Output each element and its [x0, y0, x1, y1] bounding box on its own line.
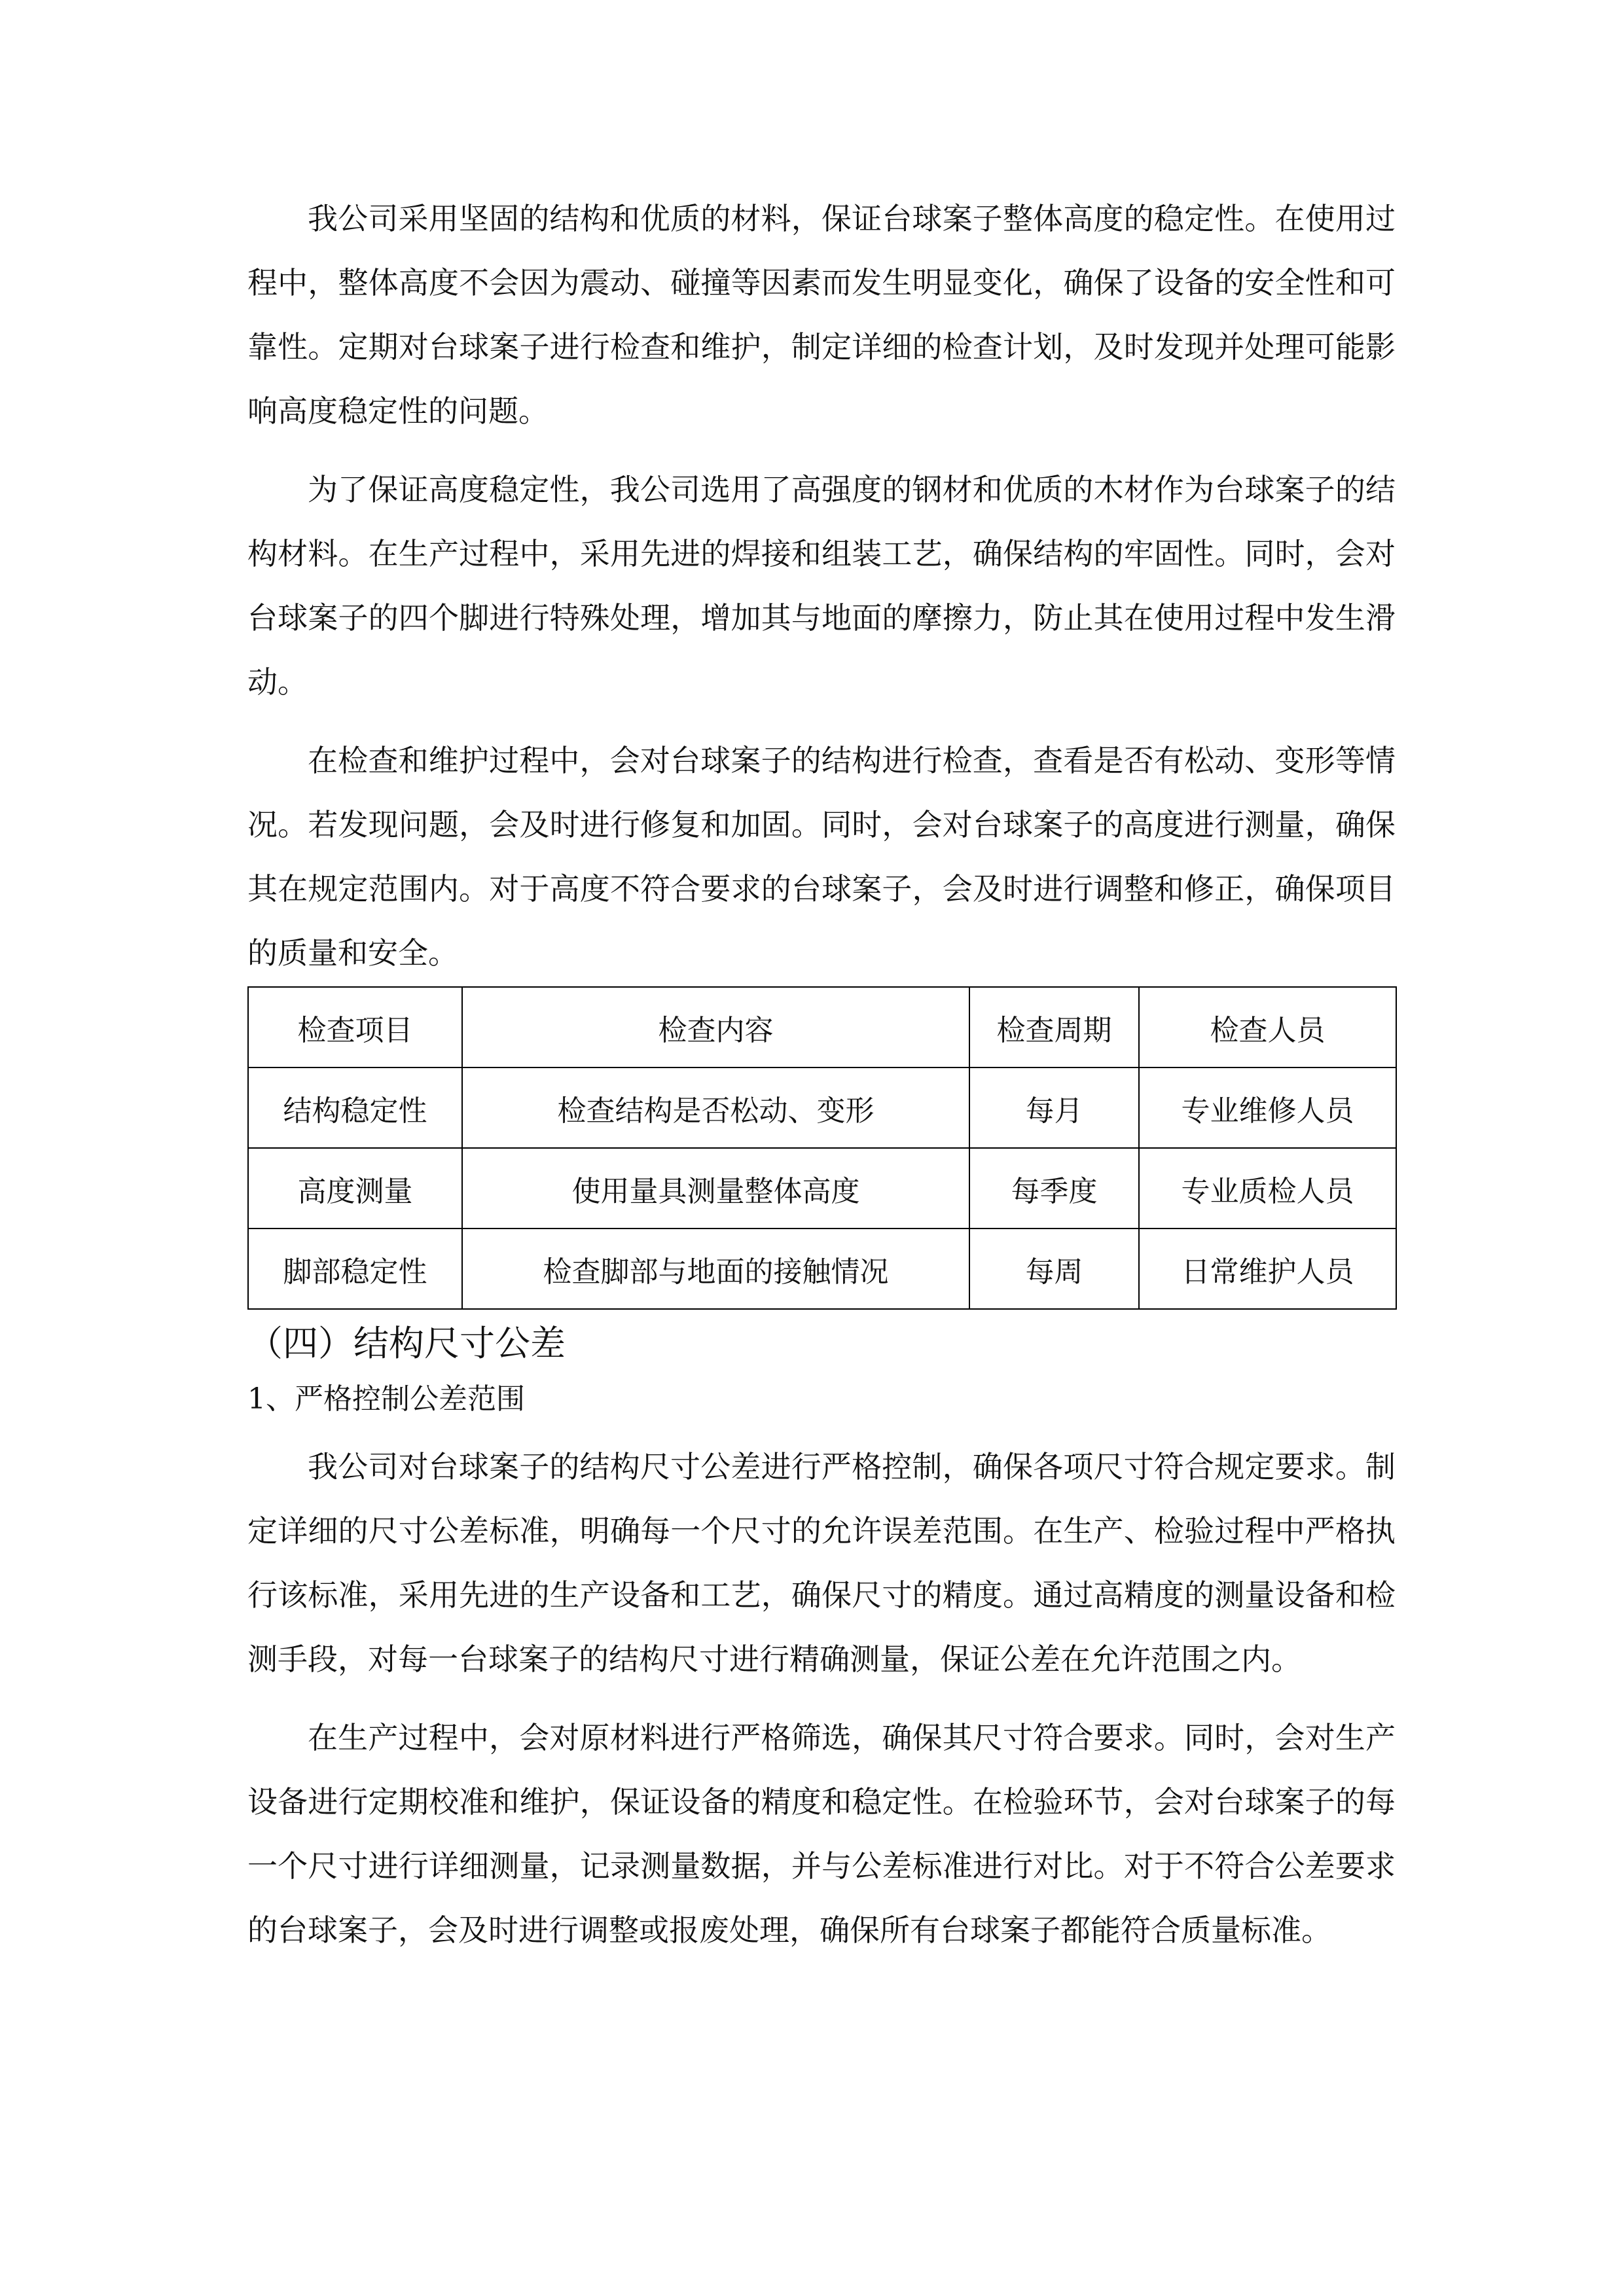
paragraph-height-stability: 我公司采用坚固的结构和优质的材料，保证台球案子整体高度的稳定性。在使用过程中，整体高度不会因为震动、碰撞等因素而发生明显变化，确保了设备的安全性和可靠性。定期对台球案子进行检查和维护，制定详细的检查计划，及时发现并处理可能影响高度稳定性的问题。 [247, 201, 1396, 429]
table-cell: 专业质检人员 [1139, 1148, 1396, 1229]
table-cell: 每月 [969, 1067, 1139, 1148]
paragraph-materials: 为了保证高度稳定性，我公司选用了高强度的钢材和优质的木材作为台球案子的结构材料。在生产过程中，采用先进的焊接和组装工艺，确保结构的牢固性。同时，会对台球案子的四个脚进行特殊处理，增加其与地面的摩擦力，防止其在使用过程中发生滑动。 [247, 472, 1396, 700]
table-cell: 结构稳定性 [248, 1067, 462, 1148]
table-cell: 专业维修人员 [1139, 1067, 1396, 1148]
table-row [248, 1067, 1396, 1148]
paragraph-inspection: 在检查和维护过程中，会对台球案子的结构进行检查，查看是否有松动、变形等情况。若发现问题，会及时进行修复和加固。同时，会对台球案子的高度进行测量，确保其在规定范围内。对于高度不符合要求的台球案子，会及时进行调整和修正，确保项目的质量和安全。 [247, 743, 1396, 971]
table-cell: 每季度 [969, 1148, 1139, 1229]
table-header-cell: 检查内容 [462, 987, 969, 1067]
subsection-title: 1、严格控制公差范围 [247, 1382, 525, 1416]
lower-body [247, 1435, 1396, 1962]
table-cell: 每周 [969, 1229, 1139, 1309]
table-cell: 检查脚部与地面的接触情况 [462, 1229, 969, 1309]
table-header-row [248, 987, 1396, 1067]
table-cell: 检查结构是否松动、变形 [462, 1067, 969, 1148]
section-title: （四）结构尺寸公差 [247, 1323, 566, 1364]
table-cell: 高度测量 [248, 1148, 462, 1229]
table-cell: 脚部稳定性 [248, 1229, 462, 1309]
paragraph-tolerance-control: 我公司对台球案子的结构尺寸公差进行严格控制，确保各项尺寸符合规定要求。制定详细的尺寸公差标准，明确每一个尺寸的允许误差范围。在生产、检验过程中严格执行该标准，采用先进的生产设备和工艺，确保尺寸的精度。通过高精度的测量设备和检测手段，对每一台球案子的结构尺寸进行精确测量，保证公差在允许范围之内。 [247, 1449, 1396, 1677]
inspection-table [247, 986, 1397, 1310]
table-header-cell: 检查周期 [969, 987, 1139, 1067]
table-cell: 使用量具测量整体高度 [462, 1148, 969, 1229]
paragraph-production-check: 在生产过程中，会对原材料进行严格筛选，确保其尺寸符合要求。同时，会对生产设备进行定期校准和维护，保证设备的精度和稳定性。在检验环节，会对台球案子的每一个尺寸进行详细测量，记录测量数据，并与公差标准进行对比。对于不符合公差要求的台球案子，会及时进行调整或报废处理，确保所有台球案子都能符合质量标准。 [247, 1720, 1396, 1948]
table-header-cell: 检查项目 [248, 987, 462, 1067]
table-header-cell: 检查人员 [1139, 987, 1396, 1067]
table-row [248, 1148, 1396, 1229]
document-page [247, 187, 1396, 1948]
table-row [248, 1229, 1396, 1309]
table-cell: 日常维护人员 [1139, 1229, 1396, 1309]
